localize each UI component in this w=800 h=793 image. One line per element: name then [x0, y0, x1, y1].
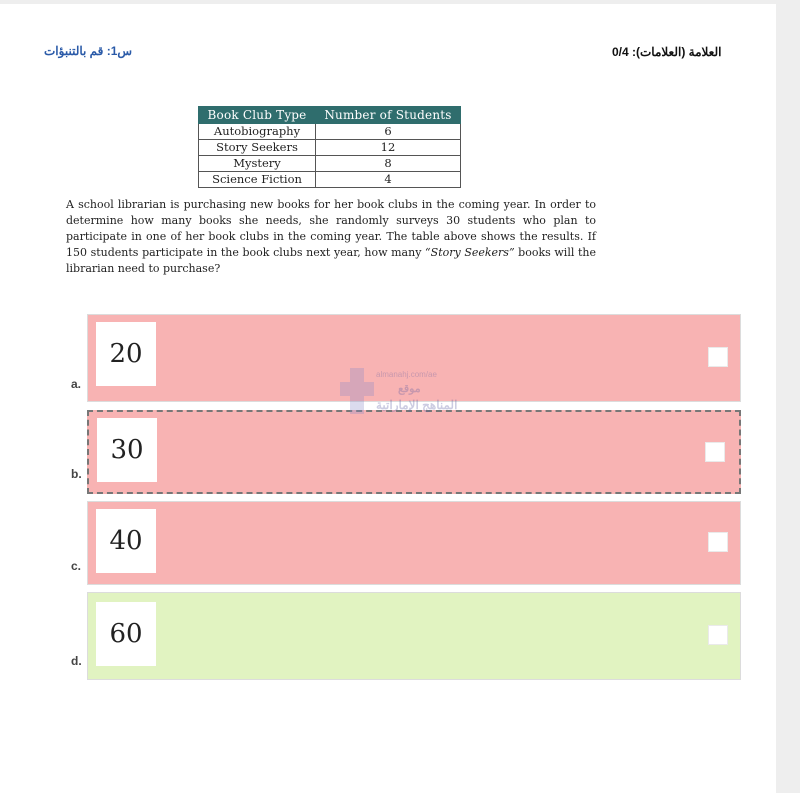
table-cell: 6: [316, 124, 461, 140]
option-checkbox[interactable]: [708, 347, 728, 367]
marks-label: العلامة (العلامات): 0/4: [612, 45, 722, 59]
watermark-text: موقع: [398, 383, 421, 395]
table-header-cell: Number of Students: [316, 107, 461, 124]
answer-option-b[interactable]: [87, 410, 741, 494]
answer-option-c[interactable]: [87, 501, 741, 585]
option-checkbox[interactable]: [708, 532, 728, 552]
answer-value: 40: [96, 509, 156, 573]
answer-value: 30: [97, 418, 157, 482]
problem-text-part: books will the librarian need to purchase?: [66, 246, 596, 275]
table-cell: 12: [316, 140, 461, 156]
table-cell: Story Seekers: [199, 140, 316, 156]
option-letter: d.: [71, 654, 82, 668]
answer-option-a[interactable]: [87, 314, 741, 402]
problem-text: [66, 197, 596, 277]
watermark-text: المناهج الإماراتية: [376, 398, 458, 412]
option-checkbox[interactable]: [708, 625, 728, 645]
table-row: [199, 156, 461, 172]
question-title: س1: قم بالتنبؤات: [44, 44, 133, 58]
table-cell: 4: [316, 172, 461, 188]
watermark-url: almanahj.com/ae: [376, 370, 437, 379]
problem-text-part: A school librarian is purchasing new books for her book clubs in the coming year. In order to determine how many books she needs, she randomly surveys 30 students who plan to participate in one of her book clubs in the coming year. The table above shows the results. If 150 students participate in the book clubs next year, how many: [66, 198, 596, 259]
table-header-row: [199, 107, 461, 124]
table-row: [199, 124, 461, 140]
table-cell: Mystery: [199, 156, 316, 172]
top-bar: [0, 0, 800, 4]
table-cell: Science Fiction: [199, 172, 316, 188]
option-checkbox[interactable]: [705, 442, 725, 462]
answer-value: 20: [96, 322, 156, 386]
table-cell: Autobiography: [199, 124, 316, 140]
table-header-cell: Book Club Type: [199, 107, 316, 124]
option-letter: a.: [71, 377, 82, 391]
option-letter: c.: [71, 559, 82, 573]
answer-option-d[interactable]: [87, 592, 741, 680]
book-club-table: [198, 106, 461, 188]
option-letter: b.: [71, 467, 82, 481]
right-scroll-gutter[interactable]: [776, 0, 800, 793]
table-row: [199, 172, 461, 188]
answer-value: 60: [96, 602, 156, 666]
table-row: [199, 140, 461, 156]
table-cell: 8: [316, 156, 461, 172]
problem-emphasis: “Story Seekers”: [425, 246, 515, 259]
